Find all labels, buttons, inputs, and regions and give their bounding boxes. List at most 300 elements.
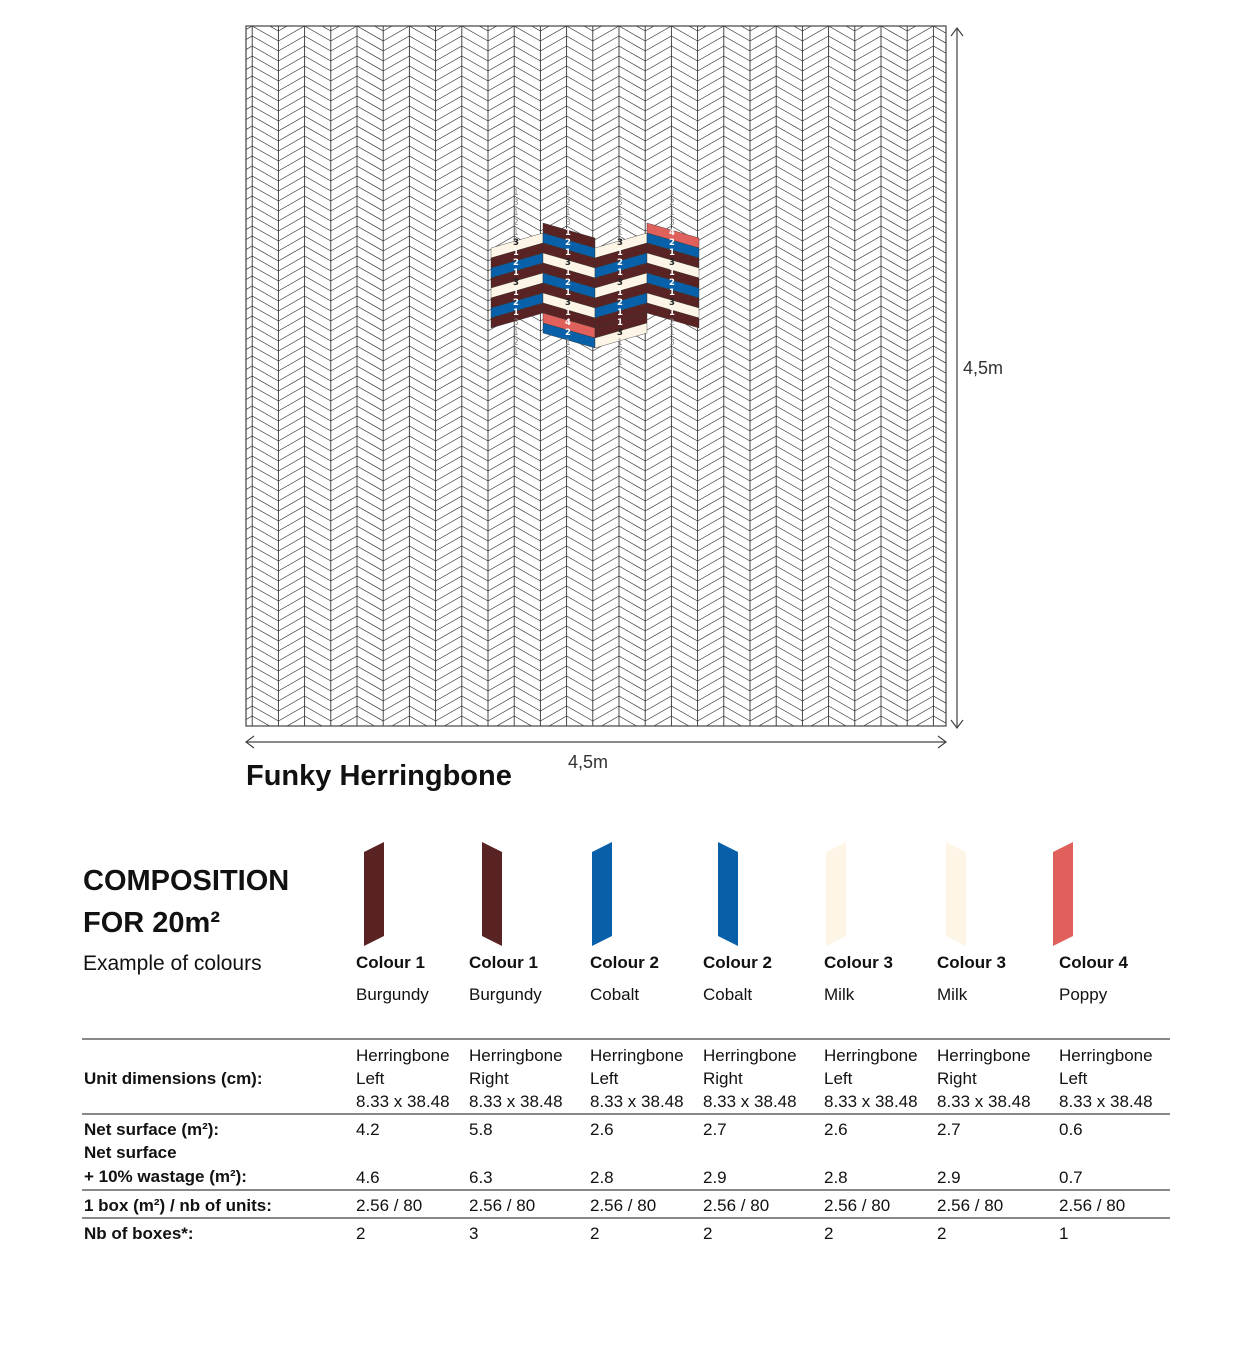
plank-edge [226,746,278,761]
swatch-shape [826,842,846,946]
plank-edge [960,156,1012,171]
plank-colour-number: 1 [669,208,675,218]
plank-edge [907,736,959,751]
plank-edge [802,0,854,1]
plank-edge [960,656,1012,671]
plank-edge [960,386,1012,401]
plank-edge [907,0,959,11]
composition-subtitle: Example of colours [83,952,262,975]
plank-edge [855,756,907,771]
plank-colour-number: 2 [565,238,571,248]
plank-edge [960,136,1012,151]
plank-edge [436,6,488,21]
cell-net-surface: 2.7 [703,1120,727,1139]
plank-colour-number: 2 [617,258,623,268]
colour-shade: Milk [937,985,968,1004]
unit-dims: 8.33 x 38.48 [469,1092,563,1111]
plank-edge [960,36,1012,51]
unit-dims: 8.33 x 38.48 [703,1092,797,1111]
cell-unit-dimensions [824,1044,918,1113]
composition-title-line1: COMPOSITION [83,865,290,897]
colour-shade: Milk [824,985,855,1004]
plank-edge [540,6,592,21]
plank-colour-number: 3 [669,298,675,308]
pattern-title: Funky Herringbone [246,760,512,792]
plank-edge [960,406,1012,421]
plank-edge [907,6,959,21]
colour-name: Colour 1 [356,953,425,972]
composition-title [83,860,289,944]
plank-colour-number: 1 [617,208,623,218]
plank-edge [855,736,907,751]
plank-colour-number: 1 [617,318,623,328]
plank-edge [698,0,750,11]
plank-edge [593,0,645,1]
plank-edge [960,6,1012,21]
plank-edge [802,736,854,751]
width-dimension-arrow [246,736,946,748]
plank-edge [645,756,697,771]
plank-edge [698,0,750,1]
cell-box: 2.56 / 80 [356,1196,423,1215]
colour-name: Colour 1 [469,953,538,972]
unit-dims: 8.33 x 38.48 [1059,1092,1153,1111]
swatch-shape [1053,842,1073,946]
row-label-wastage [84,1141,247,1188]
plank-edge [226,736,278,751]
plank-edge [436,746,488,761]
plank-edge [698,736,750,751]
plank-edge [226,0,278,11]
plank-edge [960,596,1012,611]
unit-side: Left [590,1069,619,1088]
swatch-shape [364,842,384,946]
plank-edge [960,96,1012,111]
unit-dims: 8.33 x 38.48 [937,1092,1031,1111]
colour-shade: Cobalt [590,985,640,1004]
unit-type: Herringbone [590,1046,684,1065]
plank-edge [645,736,697,751]
plank-edge [960,196,1012,211]
plank-colour-number: 4 [565,318,571,328]
plank-edge [960,506,1012,521]
colour-name: Colour 2 [590,953,659,972]
plank-colour-number: 1 [513,208,519,218]
plank-colour-number: 1 [617,248,623,258]
cell-wastage: 2.9 [703,1168,727,1187]
plank-edge [436,0,488,1]
plank-edge [960,696,1012,711]
plank-colour-number: 1 [513,288,519,298]
width-label: 4,5m [568,752,609,772]
plank-colour-number: 2 [513,218,519,228]
plank-edge [960,396,1012,411]
plank-edge [750,756,802,771]
plank-edge [226,0,278,1]
plank-edge [698,6,750,21]
plank-colour-number: 1 [513,188,519,198]
plank-edge [278,736,330,751]
colour-shade: Burgundy [469,985,542,1004]
cell-nb-boxes: 2 [590,1224,600,1243]
cell-unit-dimensions [937,1044,1031,1113]
plank-colour-number: 4 [669,228,675,238]
plank-edge [698,726,750,741]
height-dimension-arrow [951,28,963,728]
plank-edge [960,726,1012,741]
plank-edge [802,6,854,21]
plank-edge [802,0,854,11]
plank-colour-number: 1 [565,208,571,218]
unit-dims: 8.33 x 38.48 [590,1092,684,1111]
height-label: 4,5m [963,358,1004,378]
plank-edge [960,746,1012,761]
plank-edge [960,286,1012,301]
plank-edge [383,726,435,741]
row-label-net-surface: Net surface (m²): [84,1120,220,1139]
plank-edge [960,466,1012,481]
swatch-poppy-left [1053,842,1075,946]
plank-edge [645,726,697,741]
plank-colour-number: 3 [617,278,623,288]
plan-border [246,26,946,726]
cell-box: 2.56 / 80 [937,1196,1004,1215]
plank-colour-number: 1 [565,288,571,298]
plank-edge [226,726,278,741]
cell-unit-dimensions [590,1044,684,1113]
plank-colour-number: 1 [617,228,623,238]
plank-edge [960,26,1012,41]
plank-colour-number: 2 [513,258,519,268]
plank-edge [960,126,1012,141]
plank-colour-number: 2 [617,298,623,308]
plank-colour-number: 2 [565,328,571,338]
swatch-cobalt-right [718,842,740,946]
plank-edge [960,316,1012,331]
plank-edge [960,246,1012,261]
plank-edge [383,0,435,1]
plank-edge [960,716,1012,731]
unit-type: Herringbone [1059,1046,1153,1065]
cell-wastage: 2.8 [824,1168,848,1187]
cell-wastage: 2.9 [937,1168,961,1187]
plank-edge [698,746,750,761]
plank-edge [488,0,540,1]
unit-type: Herringbone [356,1046,450,1065]
plank-edge [331,736,383,751]
plank-edge [960,556,1012,571]
plank-edge [750,736,802,751]
plank-edge [907,726,959,741]
plank-edge [907,756,959,771]
plank-edge [855,726,907,741]
plank-edge [645,746,697,761]
plank-colour-number: 3 [617,238,623,248]
plank-edge [960,326,1012,341]
plank-colour-number: 3 [565,348,571,358]
plank-edge [593,726,645,741]
plank-edge [383,6,435,21]
plank-colour-number: 1 [669,288,675,298]
cell-unit-dimensions [356,1044,450,1113]
plank-colour-number: 1 [513,328,519,338]
plank-edge [750,0,802,11]
plank-edge [907,0,959,1]
plank-edge [802,726,854,741]
plank-colour-number: 1 [565,248,571,258]
plank-edge [960,426,1012,441]
swatch-shape [718,842,738,946]
plank-edge [698,756,750,771]
plank-edge [960,636,1012,651]
cell-box: 2.56 / 80 [1059,1196,1126,1215]
colour-name: Colour 3 [824,953,893,972]
plank-colour-number: 1 [617,338,623,348]
cell-net-surface: 2.7 [937,1120,961,1139]
plank-edge [960,566,1012,581]
plank-edge [331,0,383,1]
swatch-shape [482,842,502,946]
plank-edge [278,6,330,21]
plank-edge [645,6,697,21]
plank-edge [960,516,1012,531]
plank-colour-number: 1 [669,348,675,358]
plank-colour-number: 3 [513,318,519,328]
plank-edge [960,616,1012,631]
plank-colour-number: 1 [565,358,571,368]
plank-colour-number: 1 [669,248,675,258]
plank-edge [960,216,1012,231]
unit-dims: 8.33 x 38.48 [824,1092,918,1111]
cell-net-surface: 2.6 [824,1120,848,1139]
plank-edge [383,736,435,751]
plank-edge [855,0,907,1]
plank-colour-number: 2 [565,198,571,208]
plank-colour-number: 1 [565,338,571,348]
plank-colour-number: 2 [513,298,519,308]
unit-side: Right [703,1069,743,1088]
colour-name: Colour 2 [703,953,772,972]
colour-accent-pattern [491,188,699,368]
plank-colour-number: 3 [565,218,571,228]
plank-colour-number: 1 [669,188,675,198]
plank-edge [960,146,1012,161]
plank-edge [960,606,1012,621]
plank-edge [331,0,383,11]
plank-colour-number: 1 [617,358,623,368]
plank-colour-number: 1 [565,268,571,278]
plank-colour-number: 1 [513,348,519,358]
plank-colour-number: 3 [513,238,519,248]
swatch-milk-left [826,842,848,946]
row-label-unit-dimensions: Unit dimensions (cm): [84,1069,263,1088]
cell-box: 2.56 / 80 [469,1196,536,1215]
plank-edge [750,726,802,741]
cell-box: 2.56 / 80 [703,1196,770,1215]
colour-name: Colour 3 [937,953,1006,972]
plank-edge [960,266,1012,281]
plank-edge [960,186,1012,201]
plank-colour-number: 1 [565,228,571,238]
plank-edge [960,436,1012,451]
herringbone-grid [226,0,1012,771]
row-label-nb-boxes: Nb of boxes*: [84,1224,194,1243]
unit-side: Right [937,1069,977,1088]
plank-colour-number: 2 [669,318,675,328]
plank-edge [488,746,540,761]
composition-title-line2: FOR 20m² [83,907,220,939]
cell-box: 2.56 / 80 [824,1196,891,1215]
plank-colour-number: 1 [565,308,571,318]
plank-edge [488,736,540,751]
plank-edge [278,726,330,741]
plank-colour-number: 3 [513,198,519,208]
plank-edge [960,526,1012,541]
plank-edge [593,6,645,21]
plank-edge [960,0,1012,1]
cell-net-surface: 2.6 [590,1120,614,1139]
plank-colour-number: 2 [669,238,675,248]
plank-colour-number: 3 [669,218,675,228]
plank-edge [960,76,1012,91]
plank-edge [960,176,1012,191]
plank-colour-number: 2 [565,278,571,288]
plank-colour-number: 1 [669,268,675,278]
plank-colour-number: 1 [513,268,519,278]
plank-colour-number: 3 [617,198,623,208]
unit-type: Herringbone [469,1046,563,1065]
plank-edge [855,746,907,761]
cell-nb-boxes: 2 [703,1224,713,1243]
plank-edge [750,746,802,761]
cell-net-surface: 5.8 [469,1120,493,1139]
plank-edge [750,0,802,1]
plank-colour-number: 3 [669,258,675,268]
unit-side: Right [469,1069,509,1088]
colour-shade: Poppy [1059,985,1108,1004]
swatch-burgundy-left [364,842,386,946]
unit-type: Herringbone [937,1046,1031,1065]
plank-edge [540,736,592,751]
plank-edge [960,276,1012,291]
row-label-wastage-line1: Net surface [84,1143,177,1162]
plank-edge [960,686,1012,701]
plank-edge [960,236,1012,251]
cell-nb-boxes: 1 [1059,1224,1069,1243]
cell-wastage: 4.6 [356,1168,380,1187]
unit-side: Left [356,1069,385,1088]
plank-colour-number: 1 [513,228,519,238]
colour-name: Colour 4 [1059,953,1128,972]
plank-edge [960,296,1012,311]
plank-edge [960,496,1012,511]
plank-edge [960,416,1012,431]
plank-edge [383,0,435,11]
cell-unit-dimensions [469,1044,563,1113]
plank-edge [960,0,1012,11]
plank-edge [540,726,592,741]
cell-net-surface: 0.6 [1059,1120,1083,1139]
plank-edge [960,226,1012,241]
plank-edge [960,256,1012,271]
plank-edge [960,706,1012,721]
plank-edge [960,756,1012,771]
swatch-milk-right [946,842,968,946]
plank-edge [802,746,854,761]
unit-type: Herringbone [703,1046,797,1065]
plank-edge [960,546,1012,561]
plank-colour-number: 2 [669,278,675,288]
cell-wastage: 6.3 [469,1168,493,1187]
plank-edge [331,746,383,761]
plank-edge [802,756,854,771]
plank-edge [960,46,1012,61]
plank-edge [960,66,1012,81]
plank-edge [383,746,435,761]
plank-colour-number: 1 [513,308,519,318]
plank-edge [645,0,697,1]
plank-edge [960,456,1012,471]
plank-edge [331,6,383,21]
cell-nb-boxes: 3 [469,1224,479,1243]
plank-colour-number: 1 [565,188,571,198]
plank-edge [488,726,540,741]
plank-colour-number: 1 [617,268,623,278]
swatch-shape [946,842,966,946]
unit-type: Herringbone [824,1046,918,1065]
plank-edge [855,6,907,21]
plank-edge [960,56,1012,71]
plank-colour-number: 1 [669,308,675,318]
plank-edge [960,306,1012,321]
plank-edge [278,0,330,11]
cell-unit-dimensions [703,1044,797,1113]
plank-edge [488,6,540,21]
plank-edge [960,206,1012,221]
cell-unit-dimensions [1059,1044,1153,1113]
plank-colour-number: 3 [617,328,623,338]
plank-edge [436,736,488,751]
cell-net-surface: 4.2 [356,1120,380,1139]
plank-colour-number: 1 [669,328,675,338]
plank-edge [331,726,383,741]
plank-edge [960,626,1012,641]
colour-shade: Burgundy [356,985,429,1004]
plank-colour-number: 2 [617,218,623,228]
plank-edge [278,746,330,761]
plank-edge [960,576,1012,591]
plank-edge [855,0,907,11]
table-rule [82,1217,1170,1219]
plank-edge [436,726,488,741]
plank-edge [960,536,1012,551]
cell-nb-boxes: 2 [937,1224,947,1243]
plank-colour-number: 1 [617,308,623,318]
colour-shade: Cobalt [703,985,753,1004]
plank-edge [540,0,592,11]
plank-edge [960,166,1012,181]
plank-edge [540,0,592,1]
plank-colour-number: 1 [617,188,623,198]
plank-edge [907,746,959,761]
swatch-burgundy-right [482,842,504,946]
unit-dims: 8.33 x 38.48 [356,1092,450,1111]
plank-edge [960,646,1012,661]
row-label-wastage-line2: + 10% wastage (m²): [84,1167,247,1186]
plank-colour-number: 1 [617,288,623,298]
plank-edge [960,586,1012,601]
plank-edge [226,6,278,21]
